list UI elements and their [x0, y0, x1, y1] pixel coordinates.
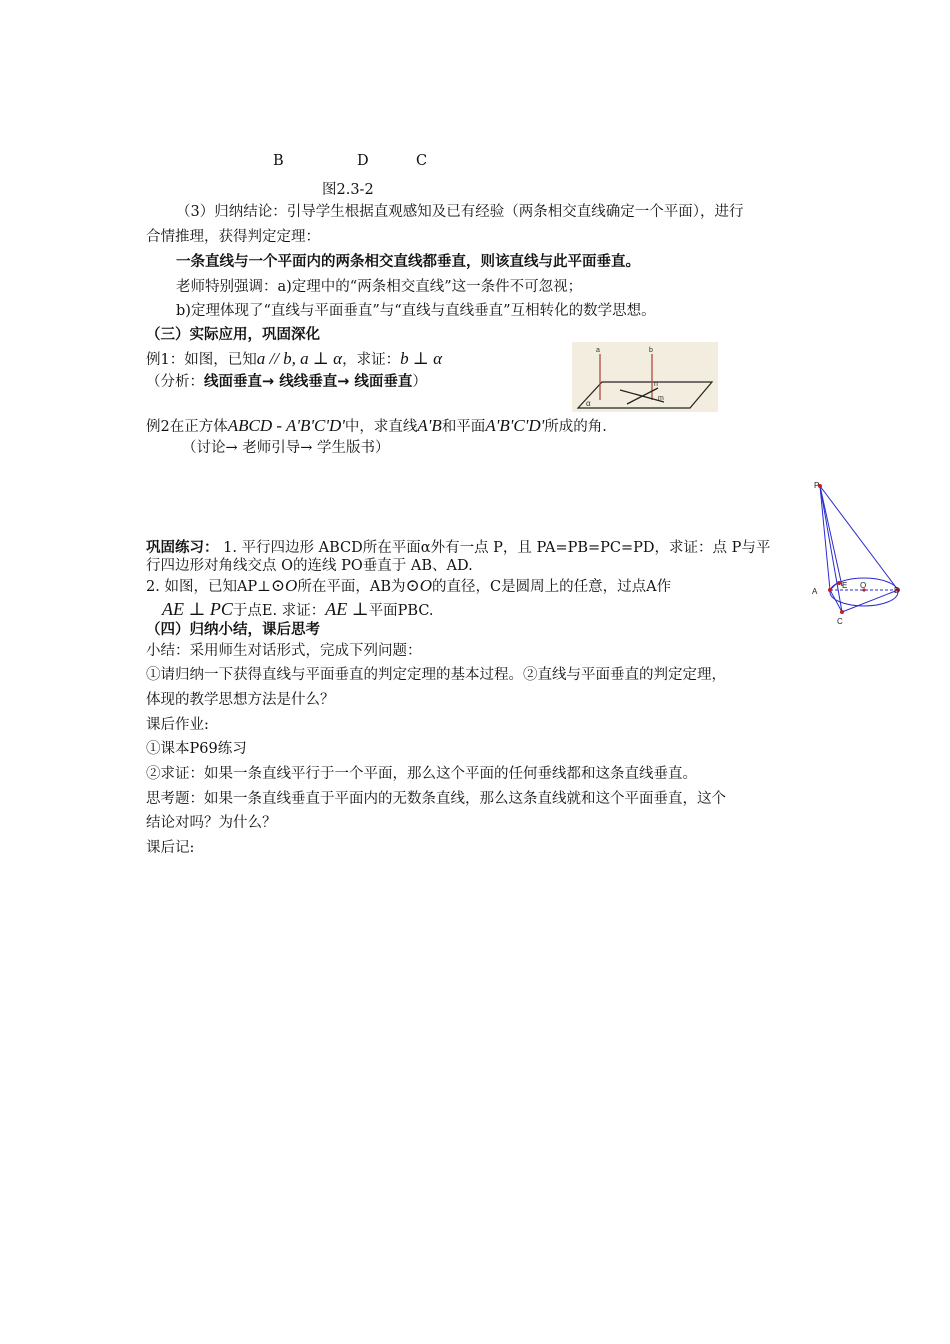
practice-item-2-prefix: 2. 如图，已知AP⊥	[146, 579, 271, 595]
homework-item-1: ①课本P69练习	[146, 741, 247, 757]
practice-ae-perp: AE ⊥	[325, 599, 369, 619]
practice-ae-perp-pc: AE ⊥ PC	[162, 599, 233, 619]
analysis-prefix: （分析：	[146, 374, 204, 390]
example-2-cube: ABCD - A'B'C'D'	[227, 416, 345, 435]
figure-caption: 图2.3-2	[322, 182, 374, 198]
afterword: 课后记:	[146, 840, 195, 856]
fig1-label-n: n	[654, 381, 658, 388]
summary-line-1: 小结：采用师生对话形式，完成下列问题：	[146, 643, 422, 659]
figure-label-b: B	[273, 153, 284, 169]
thinking-line-2: 结论对吗？为什么？	[146, 815, 277, 831]
fig1-label-b: b	[649, 347, 653, 354]
practice-item-2-suffix: 的直径，C是圆周上的任意，过点A作	[432, 579, 672, 595]
practice-item-1-line-2: 行四边形对角线交点 O的连线 PO垂直于 AB、AD.	[146, 558, 473, 574]
practice-line-2-suffix: 平面PBC.	[368, 603, 434, 619]
cone-label-o: O	[860, 581, 867, 590]
example-2-suffix: 所成的角.	[544, 419, 607, 435]
fig1-label-m: m	[658, 395, 664, 402]
emphasis-line-2: b)定理体现了“直线与平面垂直”与“直线与直线垂直”互相转化的数学思想。	[176, 303, 656, 319]
summary-line-2: ①请归纳一下获得直线与平面垂直的判定定理的基本过程。②直线与平面垂直的判定定理，	[146, 667, 726, 683]
example-1-middle: ，求证：	[342, 352, 401, 368]
example-1-prefix: 例1：如图，已知	[146, 352, 257, 368]
homework-item-2: ②求证：如果一条直线平行于一个平面，那么这个平面的任何垂线都和这条直线垂直。	[146, 766, 697, 782]
example-2-plane: A'B'C'D'	[485, 416, 545, 435]
section-3-title: （三）实际应用，巩固深化	[146, 327, 320, 343]
example-1-given: a // b, a ⊥ α	[256, 349, 343, 368]
summary-line-3: 体现的教学思想方法是什么？	[146, 692, 335, 708]
example-2-middle2: 和平面	[441, 419, 486, 435]
example-2-note: （讨论→ 老师引导→ 学生版书）	[182, 440, 390, 456]
example-1-analysis	[146, 371, 427, 393]
analysis-bold: 线面垂直→ 线线垂直→ 线面垂直	[204, 374, 413, 390]
cone-figure	[808, 478, 904, 628]
example-2-middle: 中，求直线	[344, 419, 418, 435]
practice-circle-o: ⊙O	[270, 576, 298, 595]
figure-label-d: D	[357, 153, 369, 169]
example-2-line: A'B	[417, 416, 442, 435]
cone-label-p: P	[814, 481, 820, 490]
cone-label-e: E	[842, 581, 848, 590]
fig1-label-a: a	[596, 347, 600, 354]
practice-item-1-text: 1. 平行四边形 ABCD所在平面α外有一点 P，且 PA=PB=PC=PD，求证：点 P与平	[218, 540, 771, 556]
conclusion-line-1: （3）归纳结论：引导学生根据直观感知及已有经验（两条相交直线确定一个平面），进行	[176, 204, 744, 220]
cone-label-c: C	[837, 617, 843, 626]
practice-label: 巩固练习：	[146, 540, 219, 556]
cone-label-b: B	[894, 586, 900, 595]
theorem-statement: 一条直线与一个平面内的两条相交直线都垂直，则该直线与此平面垂直。	[176, 254, 640, 270]
thinking-line-1: 思考题：如果一条直线垂直于平面内的无数条直线，那么这条直线就和这个平面垂直，这个	[146, 791, 726, 807]
section-4-title: （四）归纳小结，课后思考	[146, 622, 320, 638]
conclusion-line-2: 合情推理，获得判定定理：	[146, 229, 320, 245]
example-2	[146, 415, 607, 438]
fig1-label-alpha: α	[586, 399, 591, 408]
example-2-prefix: 例2在正方体	[146, 419, 228, 435]
practice-item-2-mid: 所在平面，AB为	[297, 579, 406, 595]
practice-line-2-mid: 于点E. 求证：	[232, 603, 326, 619]
figure-label-c: C	[416, 153, 428, 169]
example-1-goal: b ⊥ α	[400, 349, 443, 368]
practice-item-2-line-1	[146, 575, 671, 598]
practice-circle-o-2: ⊙O	[405, 576, 433, 595]
example-1	[146, 348, 442, 371]
analysis-suffix: ）	[412, 374, 427, 390]
example-1-figure	[572, 342, 718, 412]
cone-label-a: A	[812, 587, 818, 596]
emphasis-line-1: 老师特别强调：a)定理中的“两条相交直线”这一条件不可忽视；	[176, 279, 583, 295]
homework-title: 课后作业:	[146, 717, 209, 733]
